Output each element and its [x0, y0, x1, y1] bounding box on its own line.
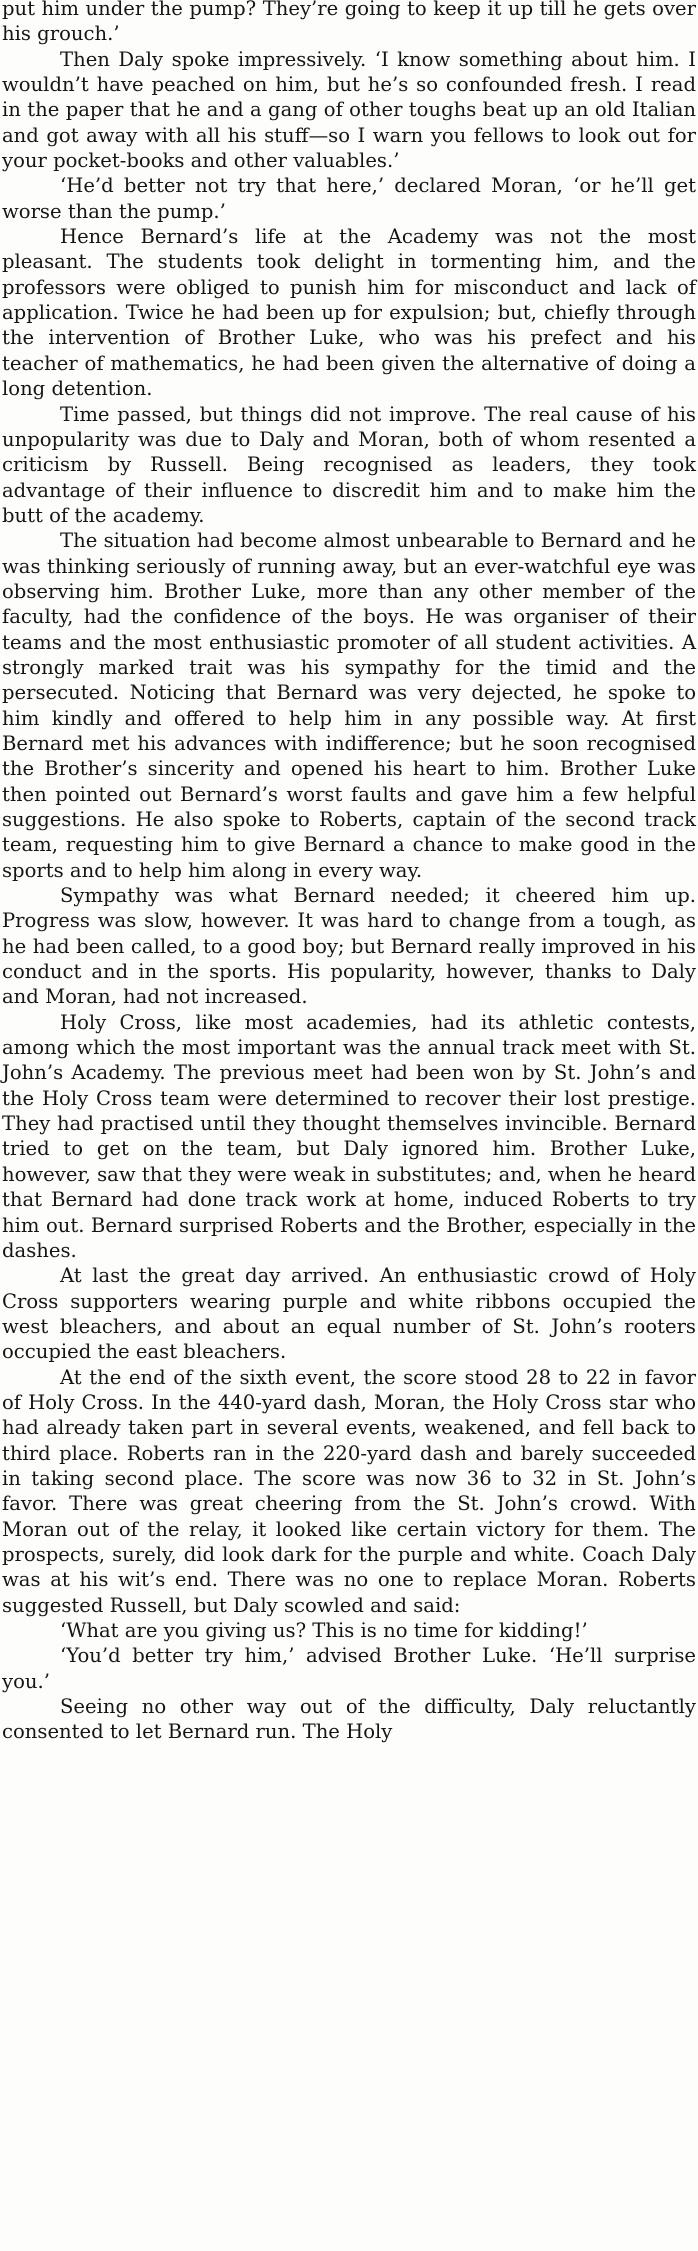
text-column: [2, 0, 696, 1745]
paragraph-continued: put him under the pump? They’re going to keep it up till he gets over his grouch.’: [2, 0, 696, 46]
paragraph: Then Daly spoke impressively. ‘I know something about him. I wouldn’t have peached on him, but he’s so confounded fresh. I read in the paper that he and a gang of other toughs beat up an old Italian and got away with all his stuff—so I warn you fellows to look out for your pocket-books and other valuables.’: [2, 47, 696, 173]
paragraph: Time passed, but things did not improve. The real cause of his unpopularity was due to Daly and Moran, both of whom resented a criticism by Russell. Being recognised as leaders, they took advantage of their influence to discredit him and to make him the butt of the academy.: [2, 402, 696, 527]
paragraph: ‘You’d better try him,’ advised Brother Luke. ‘He’ll surprise you.’: [2, 1644, 696, 1693]
paragraph: Holy Cross, like most academies, had its athletic contests, among which the most important was the annual track meet with St. John’s Academy. The previous meet had been won by St. John’s and the Holy Cross team were determined to recover their lost prestige. They had practised until they thought themselves invincible. Bernard tried to get on the team, but Daly ignored him. Brother Luke, however, saw that they were weak in substitutes; and, when he heard that Bernard had done track work at home, induced Roberts to try him out. Bernard surprised Roberts and the Brother, especially in the dashes.: [2, 1010, 696, 1262]
paragraph: Seeing no other way out of the difficulty, Daly reluctantly consented to let Bernard run. The Holy: [2, 1695, 696, 1744]
paragraph: The situation had become almost unbearable to Bernard and he was thinking seriously of running away, but an ever-watchful eye was observing him. Brother Luke, more than any other member of the faculty, had the confidence of the boys. He was organiser of their teams and the most enthusiastic promoter of all student activities. A strongly marked trait was his sympathy for the timid and the persecuted. Noticing that Bernard was very dejected, he spoke to him kindly and offered to help him in any possible way. At first Bernard met his advances with indifference; but he soon recognised the Brother’s sincerity and opened his heart to him. Brother Luke then pointed out Bernard’s worst faults and gave him a few helpful suggestions. He also spoke to Roberts, captain of the second track team, requesting him to give Bernard a chance to make good in the sports and to help him along in every way.: [2, 529, 696, 882]
paragraph: ‘What are you giving us? This is no time for kidding!’: [60, 1619, 588, 1642]
paragraph: ‘He’d better not try that here,’ declared Moran, ‘or he’ll get worse than the pump.’: [2, 174, 696, 223]
paragraph: At the end of the sixth event, the score stood 28 to 22 in favor of Holy Cross. In the 440-yard dash, Moran, the Holy Cross star who had already taken part in several events, weakened, and fell back to third place. Roberts ran in the 220-yard dash and barely succeeded in taking second place. The score was now 36 to 32 in St. John’s favor. There was great cheering from the St. John’s crowd. With Moran out of the relay, it looked like certain victory for them. The prospects, surely, did look dark for the purple and white. Coach Daly was at his wit’s end. There was no one to replace Moran. Roberts suggested Russell, but Daly scowled and said:: [2, 1365, 696, 1617]
paragraph: Sympathy was what Bernard needed; it cheered him up. Progress was slow, however. It was hard to change from a tough, as he had been called, to a good boy; but Bernard really improved in his conduct and in the sports. His popularity, however, thanks to Daly and Moran, had not increased.: [2, 884, 696, 1009]
paragraph: At last the great day arrived. An enthusiastic crowd of Holy Cross supporters wearing purple and white ribbons occupied the west bleachers, and about an equal number of St. John’s rooters occupied the east bleachers.: [2, 1264, 696, 1364]
paragraph: Hence Bernard’s life at the Academy was not the most pleasant. The students took delight in tormenting him, and the professors were obliged to punish him for misconduct and lack of application. Twice he had been up for expulsion; but, chiefly through the intervention of Brother Luke, who was his prefect and his teacher of mathematics, he had been given the alternative of doing a long detention.: [2, 225, 696, 401]
